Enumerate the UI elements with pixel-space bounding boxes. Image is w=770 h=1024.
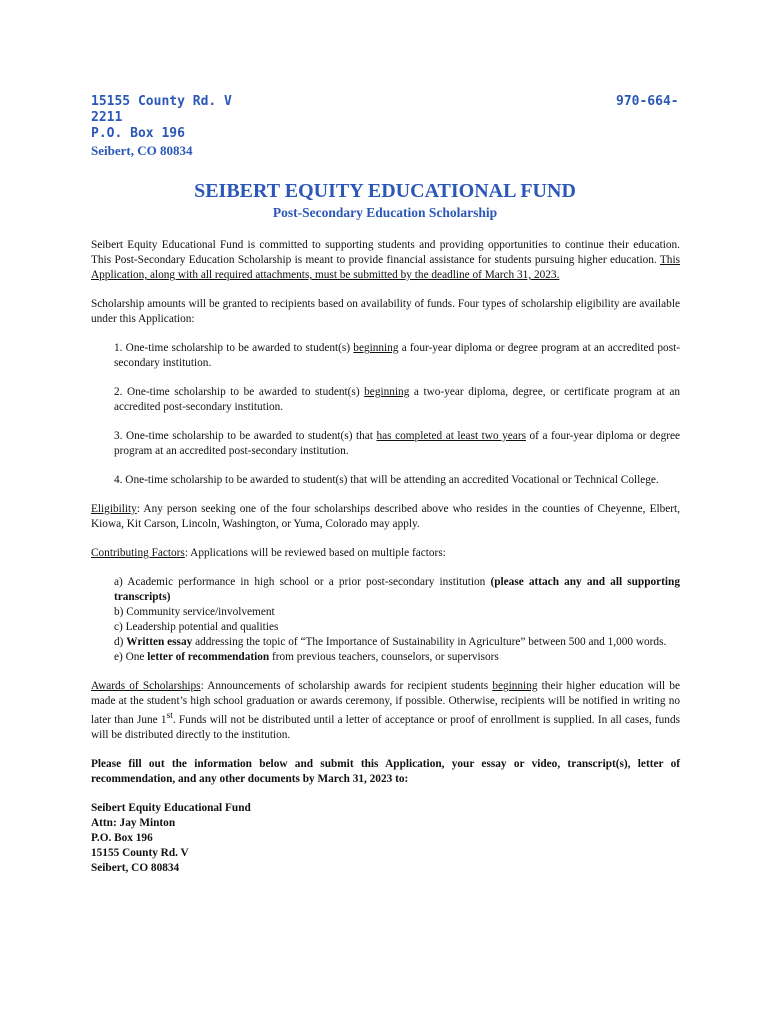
- type-item-3: 3. One-time scholarship to be awarded to student(s) that has completed at least two years of a four-year diploma or degree program at an accredited post-secondary institution.: [114, 430, 681, 457]
- mailing-line-3: P.O. Box 196: [91, 831, 153, 844]
- factor-d: d) Written essay addressing the topic of “The Importance of Sustainability in Agriculture” between 500 and 1,000 words.: [114, 636, 667, 648]
- type-item-1: 1. One-time scholarship to be awarded to student(s) beginning a four-year diploma or degree program at an accredited post-secondary institution.: [114, 342, 680, 369]
- address-line-2: 2211: [91, 110, 123, 125]
- factors-label: Contributing Factors: [91, 547, 185, 559]
- header-address: [91, 94, 232, 160]
- factor-b: b) Community service/involvement: [114, 606, 275, 618]
- page-subtitle: Post-Secondary Education Scholarship: [272, 205, 498, 220]
- mailing-line-1: Seibert Equity Educational Fund: [91, 801, 251, 814]
- awards-paragraph: Awards of Scholarships: Announcements of scholarship awards for recipient students beginning their higher education will be made at the student’s high school graduation or awards ceremony, if possible. Otherwise, recipients will be notified in writing no later than June 1st. Funds will not be distributed until a letter of acceptance or proof of enrollment is supplied. In all cases, funds will be distributed directly to the institution.: [91, 680, 680, 741]
- eligibility-paragraph: Eligibility: Any person seeking one of the four scholarships described above who resides in the counties of Cheyenne, Elbert, Kiowa, Kit Carson, Lincoln, Washington, or Yuma, Colorado may apply.: [91, 503, 680, 530]
- header-phone: 970-664-: [616, 94, 679, 109]
- intro-paragraph: Seibert Equity Educational Fund is committed to supporting students and providing opportunities to continue their education. This Post-Secondary Education Scholarship is meant to provide financial assistance for students pursuing higher education. This Application, along with all required attachments, must be submitted by the deadline of March 31, 2023.: [91, 239, 680, 281]
- document-body: [91, 238, 680, 876]
- factors-list: [114, 575, 680, 665]
- awards-label: Awards of Scholarships: [91, 680, 201, 692]
- mailing-line-5: Seibert, CO 80834: [91, 861, 180, 874]
- factor-a: a) Academic performance in high school or a prior post-secondary institution (please attach any and all supporting transcripts): [114, 576, 680, 603]
- instructions-paragraph: Please fill out the information below and submit this Application, your essay or video, transcript(s), letter of recommendation, and any other documents by March 31, 2023 to:: [91, 757, 680, 785]
- factors-paragraph: Contributing Factors: Applications will be reviewed based on multiple factors:: [91, 547, 446, 559]
- address-line-3: P.O. Box 196: [91, 126, 185, 141]
- type-item-2: 2. One-time scholarship to be awarded to student(s) beginning a two-year diploma, degree, or certificate program at an accredited post-secondary institution.: [114, 386, 680, 413]
- page-title: SEIBERT EQUITY EDUCATIONAL FUND: [194, 180, 576, 202]
- type-item-4: 4. One-time scholarship to be awarded to student(s) that will be attending an accredited Vocational or Technical College.: [114, 474, 659, 486]
- address-line-1: 15155 County Rd. V: [91, 94, 232, 109]
- eligibility-label: Eligibility: [91, 503, 137, 515]
- mailing-line-2: Attn: Jay Minton: [91, 816, 176, 829]
- mailing-line-4: 15155 County Rd. V: [91, 846, 189, 859]
- address-line-4: Seibert, CO 80834: [91, 143, 193, 158]
- factor-e: e) One letter of recommendation from previous teachers, counselors, or supervisors: [114, 651, 499, 663]
- factor-c: c) Leadership potential and qualities: [114, 621, 279, 633]
- deadline-text: This Application, along with all required attachments, must be submitted by the deadline of March 31, 2023.: [91, 254, 680, 281]
- mailing-address: [91, 801, 680, 876]
- amounts-paragraph: Scholarship amounts will be granted to recipients based on availability of funds. Four types of scholarship eligibility are available under this Application:: [91, 298, 680, 325]
